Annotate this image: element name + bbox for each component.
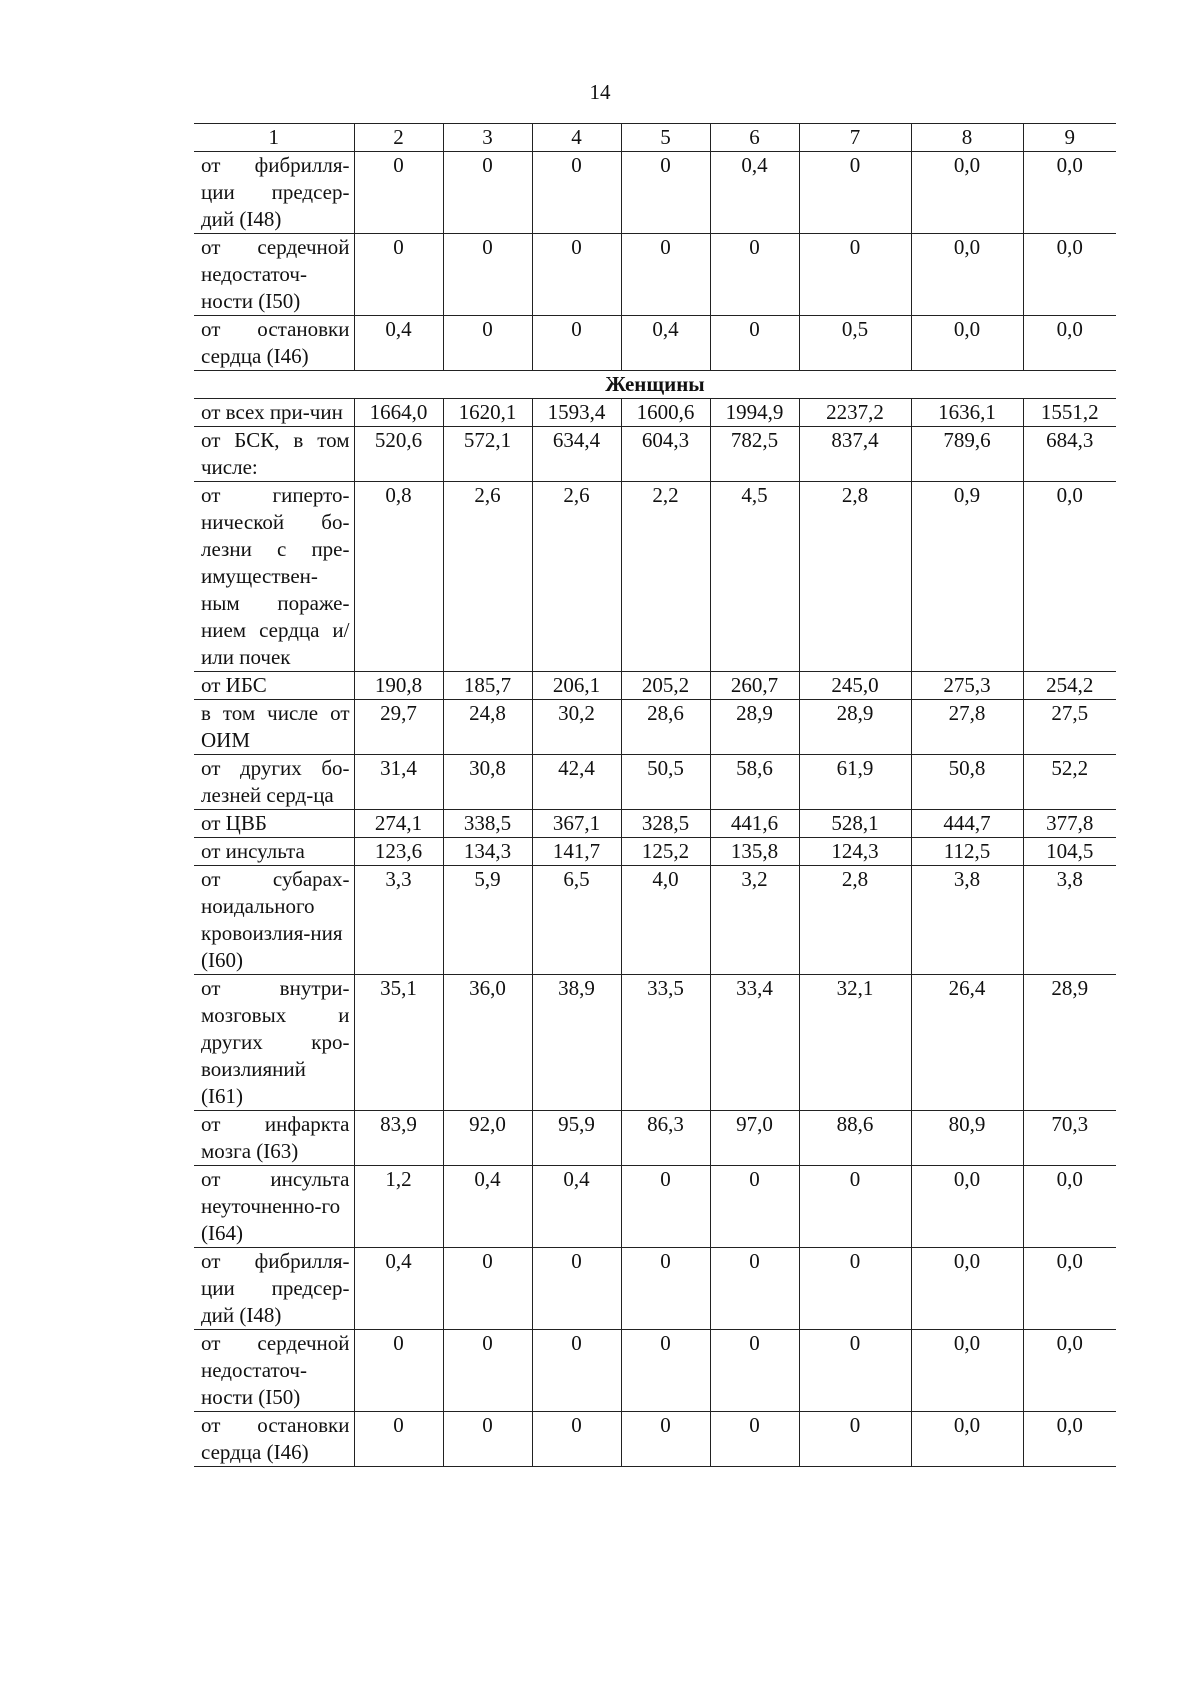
value-cell: 0 bbox=[621, 1412, 710, 1467]
row-label: от других бо-лезней серд-ца bbox=[194, 755, 354, 810]
table-row bbox=[194, 866, 1116, 975]
value-cell: 0 bbox=[532, 1330, 621, 1412]
row-label: от фибрилля-ции предсер-дий (I48) bbox=[194, 152, 354, 234]
row-label: от всех при-чин bbox=[194, 399, 354, 427]
value-cell: 86,3 bbox=[621, 1111, 710, 1166]
value-cell: 0,0 bbox=[1023, 1412, 1116, 1467]
value-cell: 0 bbox=[354, 234, 443, 316]
value-cell: 28,9 bbox=[799, 700, 911, 755]
value-cell: 2,8 bbox=[799, 866, 911, 975]
table-row bbox=[194, 838, 1116, 866]
header-cell: 9 bbox=[1023, 124, 1116, 152]
value-cell: 444,7 bbox=[911, 810, 1023, 838]
row-label: от субарах-ноидального кровоизлия-ния (I60) bbox=[194, 866, 354, 975]
value-cell: 0,0 bbox=[911, 234, 1023, 316]
row-label: от остановки сердца (I46) bbox=[194, 1412, 354, 1467]
value-cell: 26,4 bbox=[911, 975, 1023, 1111]
value-cell: 0 bbox=[354, 1412, 443, 1467]
value-cell: 0,0 bbox=[1023, 1248, 1116, 1330]
value-cell: 4,0 bbox=[621, 866, 710, 975]
row-label: от сердечной недостаточ-ности (I50) bbox=[194, 1330, 354, 1412]
value-cell: 0,9 bbox=[911, 482, 1023, 672]
row-label: от ЦВБ bbox=[194, 810, 354, 838]
value-cell: 0 bbox=[443, 152, 532, 234]
value-cell: 2237,2 bbox=[799, 399, 911, 427]
table-row bbox=[194, 810, 1116, 838]
value-cell: 0 bbox=[621, 152, 710, 234]
value-cell: 0,4 bbox=[354, 1248, 443, 1330]
value-cell: 328,5 bbox=[621, 810, 710, 838]
value-cell: 35,1 bbox=[354, 975, 443, 1111]
value-cell: 58,6 bbox=[710, 755, 799, 810]
value-cell: 185,7 bbox=[443, 672, 532, 700]
value-cell: 0,4 bbox=[710, 152, 799, 234]
table-body bbox=[194, 124, 1116, 1467]
table-row bbox=[194, 1412, 1116, 1467]
row-label: от остановки сердца (I46) bbox=[194, 316, 354, 371]
value-cell: 1600,6 bbox=[621, 399, 710, 427]
value-cell: 70,3 bbox=[1023, 1111, 1116, 1166]
value-cell: 2,2 bbox=[621, 482, 710, 672]
value-cell: 441,6 bbox=[710, 810, 799, 838]
value-cell: 0 bbox=[532, 152, 621, 234]
value-cell: 206,1 bbox=[532, 672, 621, 700]
value-cell: 27,5 bbox=[1023, 700, 1116, 755]
value-cell: 88,6 bbox=[799, 1111, 911, 1166]
table-row bbox=[194, 755, 1116, 810]
value-cell: 2,6 bbox=[443, 482, 532, 672]
value-cell: 0,0 bbox=[911, 152, 1023, 234]
value-cell: 5,9 bbox=[443, 866, 532, 975]
value-cell: 205,2 bbox=[621, 672, 710, 700]
value-cell: 0 bbox=[710, 316, 799, 371]
row-label: от внутри-мозговых и других кро-воизлияний (I61) bbox=[194, 975, 354, 1111]
value-cell: 0,8 bbox=[354, 482, 443, 672]
value-cell: 0,0 bbox=[1023, 482, 1116, 672]
header-cell: 6 bbox=[710, 124, 799, 152]
value-cell: 1636,1 bbox=[911, 399, 1023, 427]
header-cell: 8 bbox=[911, 124, 1023, 152]
value-cell: 3,3 bbox=[354, 866, 443, 975]
value-cell: 42,4 bbox=[532, 755, 621, 810]
value-cell: 141,7 bbox=[532, 838, 621, 866]
value-cell: 95,9 bbox=[532, 1111, 621, 1166]
table-row bbox=[194, 427, 1116, 482]
value-cell: 0 bbox=[799, 1412, 911, 1467]
value-cell: 1,2 bbox=[354, 1166, 443, 1248]
table-header-row bbox=[194, 124, 1116, 152]
row-label: от сердечной недостаточ-ности (I50) bbox=[194, 234, 354, 316]
value-cell: 0 bbox=[443, 1248, 532, 1330]
value-cell: 0 bbox=[710, 234, 799, 316]
value-cell: 3,8 bbox=[1023, 866, 1116, 975]
value-cell: 190,8 bbox=[354, 672, 443, 700]
value-cell: 0 bbox=[799, 152, 911, 234]
table-row bbox=[194, 1248, 1116, 1330]
value-cell: 0,0 bbox=[911, 316, 1023, 371]
value-cell: 604,3 bbox=[621, 427, 710, 482]
value-cell: 112,5 bbox=[911, 838, 1023, 866]
value-cell: 30,2 bbox=[532, 700, 621, 755]
value-cell: 33,5 bbox=[621, 975, 710, 1111]
value-cell: 28,9 bbox=[1023, 975, 1116, 1111]
value-cell: 0 bbox=[621, 1330, 710, 1412]
value-cell: 1664,0 bbox=[354, 399, 443, 427]
header-cell: 3 bbox=[443, 124, 532, 152]
row-label: от БСК, в том числе: bbox=[194, 427, 354, 482]
value-cell: 125,2 bbox=[621, 838, 710, 866]
value-cell: 0 bbox=[710, 1412, 799, 1467]
header-cell: 5 bbox=[621, 124, 710, 152]
row-label: в том числе от ОИМ bbox=[194, 700, 354, 755]
value-cell: 0,0 bbox=[911, 1166, 1023, 1248]
value-cell: 338,5 bbox=[443, 810, 532, 838]
value-cell: 135,8 bbox=[710, 838, 799, 866]
value-cell: 52,2 bbox=[1023, 755, 1116, 810]
table-row bbox=[194, 316, 1116, 371]
value-cell: 36,0 bbox=[443, 975, 532, 1111]
value-cell: 0,4 bbox=[443, 1166, 532, 1248]
value-cell: 0 bbox=[354, 152, 443, 234]
header-cell: 7 bbox=[799, 124, 911, 152]
value-cell: 0,5 bbox=[799, 316, 911, 371]
value-cell: 260,7 bbox=[710, 672, 799, 700]
value-cell: 274,1 bbox=[354, 810, 443, 838]
section-row bbox=[194, 371, 1116, 399]
value-cell: 38,9 bbox=[532, 975, 621, 1111]
value-cell: 0 bbox=[710, 1248, 799, 1330]
value-cell: 28,6 bbox=[621, 700, 710, 755]
value-cell: 0,0 bbox=[911, 1412, 1023, 1467]
header-cell: 2 bbox=[354, 124, 443, 152]
value-cell: 33,4 bbox=[710, 975, 799, 1111]
value-cell: 0 bbox=[532, 234, 621, 316]
value-cell: 245,0 bbox=[799, 672, 911, 700]
value-cell: 0,0 bbox=[911, 1330, 1023, 1412]
table-row bbox=[194, 234, 1116, 316]
mortality-table bbox=[194, 123, 1116, 1467]
value-cell: 4,5 bbox=[710, 482, 799, 672]
value-cell: 0 bbox=[710, 1330, 799, 1412]
value-cell: 50,8 bbox=[911, 755, 1023, 810]
value-cell: 124,3 bbox=[799, 838, 911, 866]
value-cell: 0,0 bbox=[1023, 1166, 1116, 1248]
value-cell: 31,4 bbox=[354, 755, 443, 810]
table-row bbox=[194, 399, 1116, 427]
section-title: Женщины bbox=[194, 371, 1116, 399]
value-cell: 92,0 bbox=[443, 1111, 532, 1166]
value-cell: 61,9 bbox=[799, 755, 911, 810]
row-label: от гиперто-нической бо-лезни с пре-имуществен-ным пораже-нием сердца и/или почек bbox=[194, 482, 354, 672]
value-cell: 254,2 bbox=[1023, 672, 1116, 700]
value-cell: 0 bbox=[532, 1248, 621, 1330]
page-number: 14 bbox=[589, 80, 611, 104]
value-cell: 29,7 bbox=[354, 700, 443, 755]
row-label: от инсульта bbox=[194, 838, 354, 866]
value-cell: 2,8 bbox=[799, 482, 911, 672]
table-row bbox=[194, 1166, 1116, 1248]
value-cell: 1551,2 bbox=[1023, 399, 1116, 427]
value-cell: 367,1 bbox=[532, 810, 621, 838]
table-row bbox=[194, 1111, 1116, 1166]
value-cell: 83,9 bbox=[354, 1111, 443, 1166]
value-cell: 0,0 bbox=[911, 1248, 1023, 1330]
value-cell: 0 bbox=[799, 1166, 911, 1248]
row-label: от ИБС bbox=[194, 672, 354, 700]
value-cell: 50,5 bbox=[621, 755, 710, 810]
value-cell: 782,5 bbox=[710, 427, 799, 482]
value-cell: 0,4 bbox=[621, 316, 710, 371]
value-cell: 0 bbox=[443, 1412, 532, 1467]
row-label: от инсульта неуточненно-го (I64) bbox=[194, 1166, 354, 1248]
value-cell: 3,8 bbox=[911, 866, 1023, 975]
value-cell: 134,3 bbox=[443, 838, 532, 866]
value-cell: 28,9 bbox=[710, 700, 799, 755]
value-cell: 0 bbox=[443, 1330, 532, 1412]
value-cell: 0,0 bbox=[1023, 1330, 1116, 1412]
table-row bbox=[194, 152, 1116, 234]
header-cell: 1 bbox=[194, 124, 354, 152]
value-cell: 528,1 bbox=[799, 810, 911, 838]
value-cell: 0,0 bbox=[1023, 234, 1116, 316]
value-cell: 123,6 bbox=[354, 838, 443, 866]
value-cell: 2,6 bbox=[532, 482, 621, 672]
value-cell: 684,3 bbox=[1023, 427, 1116, 482]
row-label: от фибрилля-ции предсер-дий (I48) bbox=[194, 1248, 354, 1330]
value-cell: 789,6 bbox=[911, 427, 1023, 482]
value-cell: 520,6 bbox=[354, 427, 443, 482]
value-cell: 1620,1 bbox=[443, 399, 532, 427]
value-cell: 97,0 bbox=[710, 1111, 799, 1166]
value-cell: 0 bbox=[621, 1248, 710, 1330]
value-cell: 275,3 bbox=[911, 672, 1023, 700]
value-cell: 0 bbox=[710, 1166, 799, 1248]
value-cell: 24,8 bbox=[443, 700, 532, 755]
table-row bbox=[194, 1330, 1116, 1412]
value-cell: 0,4 bbox=[354, 316, 443, 371]
value-cell: 1593,4 bbox=[532, 399, 621, 427]
value-cell: 837,4 bbox=[799, 427, 911, 482]
table-row bbox=[194, 672, 1116, 700]
value-cell: 30,8 bbox=[443, 755, 532, 810]
value-cell: 0 bbox=[799, 1330, 911, 1412]
value-cell: 0 bbox=[354, 1330, 443, 1412]
value-cell: 0,0 bbox=[1023, 316, 1116, 371]
value-cell: 3,2 bbox=[710, 866, 799, 975]
value-cell: 1994,9 bbox=[710, 399, 799, 427]
value-cell: 0,0 bbox=[1023, 152, 1116, 234]
value-cell: 6,5 bbox=[532, 866, 621, 975]
header-cell: 4 bbox=[532, 124, 621, 152]
value-cell: 0 bbox=[532, 316, 621, 371]
value-cell: 0 bbox=[532, 1412, 621, 1467]
table-row bbox=[194, 975, 1116, 1111]
value-cell: 0 bbox=[621, 234, 710, 316]
value-cell: 80,9 bbox=[911, 1111, 1023, 1166]
value-cell: 0 bbox=[443, 316, 532, 371]
value-cell: 104,5 bbox=[1023, 838, 1116, 866]
value-cell: 377,8 bbox=[1023, 810, 1116, 838]
value-cell: 572,1 bbox=[443, 427, 532, 482]
value-cell: 27,8 bbox=[911, 700, 1023, 755]
value-cell: 0 bbox=[621, 1166, 710, 1248]
table-row bbox=[194, 700, 1116, 755]
value-cell: 0 bbox=[799, 1248, 911, 1330]
value-cell: 634,4 bbox=[532, 427, 621, 482]
row-label: от инфаркта мозга (I63) bbox=[194, 1111, 354, 1166]
value-cell: 0,4 bbox=[532, 1166, 621, 1248]
value-cell: 0 bbox=[443, 234, 532, 316]
value-cell: 0 bbox=[799, 234, 911, 316]
table-row bbox=[194, 482, 1116, 672]
value-cell: 32,1 bbox=[799, 975, 911, 1111]
